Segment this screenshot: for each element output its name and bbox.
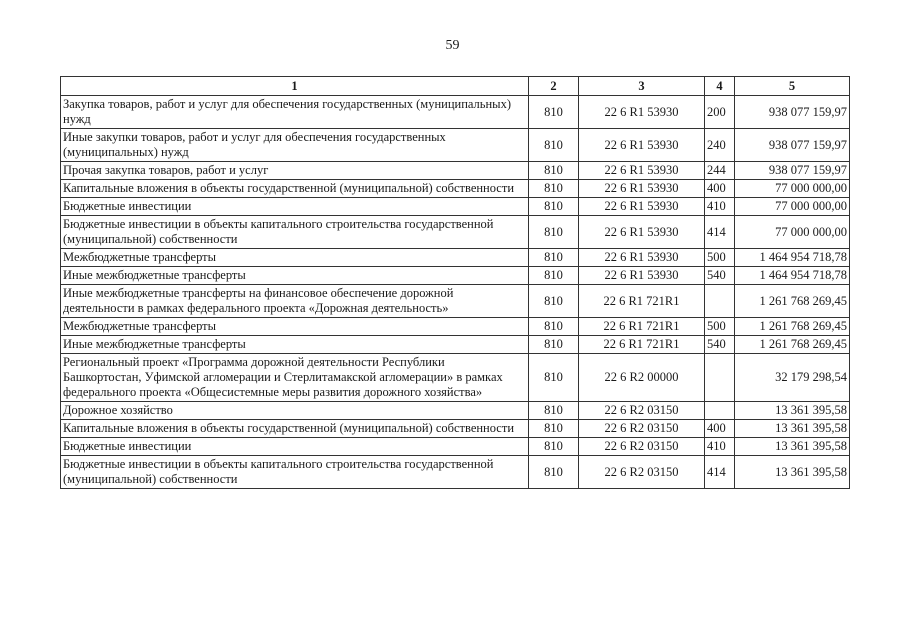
column-header-2: 2 bbox=[529, 77, 579, 96]
row-code: 810 bbox=[529, 162, 579, 180]
row-csr: 22 6 R1 53930 bbox=[579, 96, 705, 129]
row-name: Бюджетные инвестиции в объекты капитального строительства государственной (муниципальной) собственности bbox=[61, 216, 529, 249]
column-header-4: 4 bbox=[705, 77, 735, 96]
row-amount: 32 179 298,54 bbox=[735, 354, 850, 402]
row-vr bbox=[705, 285, 735, 318]
table-header bbox=[61, 77, 850, 96]
row-amount: 77 000 000,00 bbox=[735, 216, 850, 249]
row-vr: 240 bbox=[705, 129, 735, 162]
table-row bbox=[61, 354, 850, 402]
row-name: Иные закупки товаров, работ и услуг для обеспечения государственных (муниципальных) нужд bbox=[61, 129, 529, 162]
table-row bbox=[61, 96, 850, 129]
row-code: 810 bbox=[529, 438, 579, 456]
row-csr: 22 6 R1 53930 bbox=[579, 267, 705, 285]
row-csr: 22 6 R2 03150 bbox=[579, 456, 705, 489]
row-name: Капитальные вложения в объекты государственной (муниципальной) собственности bbox=[61, 180, 529, 198]
row-csr: 22 6 R1 53930 bbox=[579, 249, 705, 267]
row-name: Дорожное хозяйство bbox=[61, 402, 529, 420]
table-row bbox=[61, 216, 850, 249]
row-csr: 22 6 R2 03150 bbox=[579, 402, 705, 420]
row-code: 810 bbox=[529, 318, 579, 336]
column-header-1: 1 bbox=[61, 77, 529, 96]
row-amount: 1 261 768 269,45 bbox=[735, 318, 850, 336]
row-csr: 22 6 R2 03150 bbox=[579, 438, 705, 456]
row-vr: 500 bbox=[705, 249, 735, 267]
row-vr bbox=[705, 354, 735, 402]
row-name: Капитальные вложения в объекты государственной (муниципальной) собственности bbox=[61, 420, 529, 438]
row-code: 810 bbox=[529, 456, 579, 489]
row-name: Региональный проект «Программа дорожной деятельности Республики Башкортостан, Уфимской агломерации и Стерлитамакской агломерации» в рамках федерального проекта «Общесистемные меры развития дорожного хозяйства» bbox=[61, 354, 529, 402]
row-vr: 500 bbox=[705, 318, 735, 336]
row-vr: 410 bbox=[705, 438, 735, 456]
row-name: Иные межбюджетные трансферты на финансовое обеспечение дорожной деятельности в рамках федерального проекта «Дорожная деятельность» bbox=[61, 285, 529, 318]
row-csr: 22 6 R1 721R1 bbox=[579, 285, 705, 318]
row-code: 810 bbox=[529, 180, 579, 198]
table-row bbox=[61, 420, 850, 438]
row-code: 810 bbox=[529, 420, 579, 438]
row-code: 810 bbox=[529, 267, 579, 285]
row-vr: 200 bbox=[705, 96, 735, 129]
column-header-5: 5 bbox=[735, 77, 850, 96]
row-csr: 22 6 R2 00000 bbox=[579, 354, 705, 402]
row-vr: 540 bbox=[705, 336, 735, 354]
budget-table bbox=[60, 76, 850, 489]
row-csr: 22 6 R1 53930 bbox=[579, 198, 705, 216]
table-row bbox=[61, 267, 850, 285]
row-name: Иные межбюджетные трансферты bbox=[61, 336, 529, 354]
row-name: Бюджетные инвестиции bbox=[61, 198, 529, 216]
table-row bbox=[61, 456, 850, 489]
page-number: 59 bbox=[445, 38, 460, 53]
row-amount: 1 464 954 718,78 bbox=[735, 249, 850, 267]
row-amount: 13 361 395,58 bbox=[735, 420, 850, 438]
table-row bbox=[61, 198, 850, 216]
row-amount: 938 077 159,97 bbox=[735, 96, 850, 129]
row-vr: 414 bbox=[705, 216, 735, 249]
row-code: 810 bbox=[529, 285, 579, 318]
row-csr: 22 6 R1 721R1 bbox=[579, 318, 705, 336]
row-amount: 13 361 395,58 bbox=[735, 402, 850, 420]
row-amount: 13 361 395,58 bbox=[735, 438, 850, 456]
column-header-3: 3 bbox=[579, 77, 705, 96]
row-csr: 22 6 R2 03150 bbox=[579, 420, 705, 438]
row-code: 810 bbox=[529, 402, 579, 420]
row-name: Бюджетные инвестиции в объекты капитального строительства государственной (муниципальной) собственности bbox=[61, 456, 529, 489]
row-vr: 400 bbox=[705, 180, 735, 198]
row-vr: 410 bbox=[705, 198, 735, 216]
table-row bbox=[61, 180, 850, 198]
row-code: 810 bbox=[529, 249, 579, 267]
row-amount: 77 000 000,00 bbox=[735, 180, 850, 198]
row-name: Межбюджетные трансферты bbox=[61, 318, 529, 336]
row-csr: 22 6 R1 53930 bbox=[579, 129, 705, 162]
row-code: 810 bbox=[529, 96, 579, 129]
table-row bbox=[61, 336, 850, 354]
row-name: Бюджетные инвестиции bbox=[61, 438, 529, 456]
table-row bbox=[61, 285, 850, 318]
header-row bbox=[61, 77, 850, 96]
table-row bbox=[61, 249, 850, 267]
row-amount: 1 464 954 718,78 bbox=[735, 267, 850, 285]
row-name: Межбюджетные трансферты bbox=[61, 249, 529, 267]
table-row bbox=[61, 129, 850, 162]
row-csr: 22 6 R1 53930 bbox=[579, 162, 705, 180]
row-name: Закупка товаров, работ и услуг для обеспечения государственных (муниципальных) нужд bbox=[61, 96, 529, 129]
row-name: Прочая закупка товаров, работ и услуг bbox=[61, 162, 529, 180]
row-vr: 540 bbox=[705, 267, 735, 285]
row-csr: 22 6 R1 53930 bbox=[579, 180, 705, 198]
table-row bbox=[61, 162, 850, 180]
row-code: 810 bbox=[529, 354, 579, 402]
row-amount: 13 361 395,58 bbox=[735, 456, 850, 489]
row-vr: 244 bbox=[705, 162, 735, 180]
row-code: 810 bbox=[529, 336, 579, 354]
row-code: 810 bbox=[529, 129, 579, 162]
table-body bbox=[61, 96, 850, 489]
row-vr: 400 bbox=[705, 420, 735, 438]
table-row bbox=[61, 402, 850, 420]
row-amount: 77 000 000,00 bbox=[735, 198, 850, 216]
row-amount: 1 261 768 269,45 bbox=[735, 285, 850, 318]
row-amount: 938 077 159,97 bbox=[735, 162, 850, 180]
row-vr: 414 bbox=[705, 456, 735, 489]
row-code: 810 bbox=[529, 198, 579, 216]
row-amount: 1 261 768 269,45 bbox=[735, 336, 850, 354]
row-vr bbox=[705, 402, 735, 420]
table-row bbox=[61, 438, 850, 456]
row-csr: 22 6 R1 721R1 bbox=[579, 336, 705, 354]
table-row bbox=[61, 318, 850, 336]
row-code: 810 bbox=[529, 216, 579, 249]
row-csr: 22 6 R1 53930 bbox=[579, 216, 705, 249]
row-name: Иные межбюджетные трансферты bbox=[61, 267, 529, 285]
row-amount: 938 077 159,97 bbox=[735, 129, 850, 162]
